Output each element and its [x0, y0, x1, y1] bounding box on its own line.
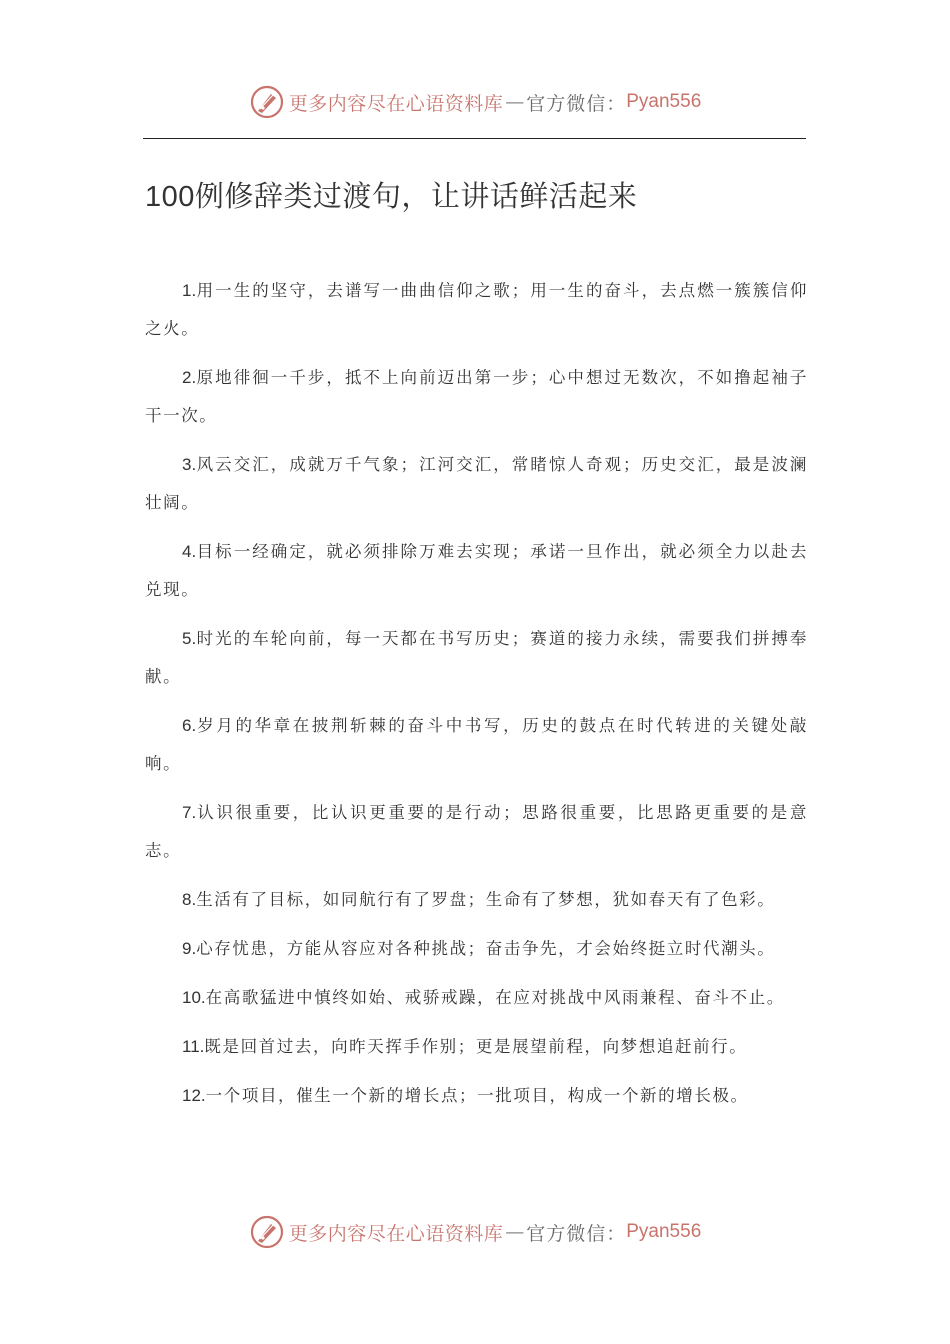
- list-item: [145, 979, 808, 1017]
- sentence-list: [145, 272, 808, 1126]
- banner-site-name: 更多内容尽在心语资料库: [288, 1222, 504, 1245]
- pen-nib-logo-icon: [249, 1214, 285, 1250]
- list-item: [145, 1028, 808, 1066]
- list-item: [145, 272, 808, 348]
- list-item: [145, 707, 808, 783]
- banner-dash: —: [505, 1221, 525, 1243]
- item-number: 3.: [182, 455, 197, 474]
- item-text: 原地徘徊一千步，抵不上向前迈出第一步；心中想过无数次，不如撸起袖子干一次。: [145, 368, 808, 425]
- banner-official-label: 官方微信：: [526, 1222, 627, 1245]
- item-number: 10.: [182, 988, 206, 1007]
- item-number: 12.: [182, 1086, 206, 1105]
- list-item: [145, 533, 808, 609]
- banner-official-label: 官方微信：: [526, 92, 627, 115]
- list-item: [145, 359, 808, 435]
- header-banner: [0, 82, 950, 122]
- list-item: [145, 930, 808, 968]
- item-number: 8.: [182, 890, 197, 909]
- item-text: 生活有了目标，如同航行有了罗盘；生命有了梦想，犹如春天有了色彩。: [196, 890, 776, 909]
- header-divider: [143, 138, 806, 139]
- item-number: 2.: [182, 368, 197, 387]
- page-title: 100例修辞类过渡句，让讲话鲜活起来: [145, 181, 638, 213]
- item-text: 认识很重要，比认识更重要的是行动；思路很重要，比思路更重要的是意志。: [145, 803, 808, 860]
- list-item: [145, 1077, 808, 1115]
- item-text: 目标一经确定，就必须排除万难去实现；承诺一旦作出，就必须全力以赴去兑现。: [145, 542, 808, 599]
- list-item: [145, 794, 808, 870]
- item-text: 岁月的华章在披荆斩棘的奋斗中书写，历史的鼓点在时代转进的关键处敲响。: [145, 716, 808, 773]
- item-number: 9.: [182, 939, 197, 958]
- banner-dash: —: [505, 91, 525, 113]
- item-number: 5.: [182, 629, 197, 648]
- banner-site-name: 更多内容尽在心语资料库: [288, 92, 504, 115]
- banner-wechat-id: Pyan556: [626, 91, 702, 112]
- footer-banner: [0, 1212, 950, 1252]
- item-text: 风云交汇，成就万千气象；江河交汇，常睹惊人奇观；历史交汇，最是波澜壮阔。: [145, 455, 808, 512]
- list-item: [145, 881, 808, 919]
- pen-nib-logo-icon: [249, 84, 285, 120]
- banner-wechat-id: Pyan556: [626, 1221, 702, 1242]
- item-text: 用一生的坚守，去谱写一曲曲信仰之歌；用一生的奋斗，去点燃一簇簇信仰之火。: [145, 281, 808, 338]
- item-number: 1.: [182, 281, 197, 300]
- item-text: 时光的车轮向前，每一天都在书写历史；赛道的接力永续，需要我们拼搏奉献。: [145, 629, 808, 686]
- list-item: [145, 446, 808, 522]
- list-item: [145, 620, 808, 696]
- item-text: 既是回首过去，向昨天挥手作别；更是展望前程，向梦想追赶前行。: [204, 1037, 748, 1056]
- item-text: 一个项目，催生一个新的增长点；一批项目，构成一个新的增长极。: [205, 1086, 749, 1105]
- item-number: 4.: [182, 542, 197, 561]
- item-number: 6.: [182, 716, 197, 735]
- item-text: 心存忧患，方能从容应对各种挑战；奋击争先，才会始终挺立时代潮头。: [196, 939, 776, 958]
- item-text: 在高歌猛进中慎终如始、戒骄戒躁，在应对挑战中风雨兼程、奋斗不止。: [205, 988, 785, 1007]
- item-number: 7.: [182, 803, 197, 822]
- item-number: 11.: [182, 1037, 205, 1056]
